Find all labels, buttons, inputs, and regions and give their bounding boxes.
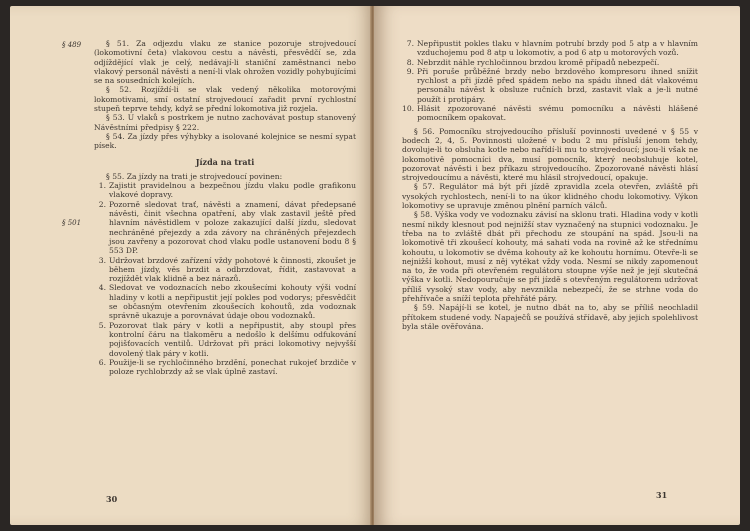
list-item — [94, 256, 356, 284]
paragraph-59: § 59. Napájí-li se kotel, je nutno dbát na to, aby se příliš neochladil přítokem studené vody. Napaječů se používá střídavě, aby jejich spolehlivost byla stále ověřována. — [402, 303, 698, 331]
paragraph-53: § 53. U vlaků s postrkem je nutno zachovávat postup stanovený Návěstními předpisy § 222. — [94, 113, 356, 132]
right-text-column — [402, 39, 698, 331]
right-page — [374, 6, 740, 525]
item-number: 6. — [98, 357, 106, 367]
item-text: Při poruše průběžné brzdy nebo brzdového kompresoru ihned snížit rychlost a při jízdě před spádem nebo na spádu ihned dát vlakovému personálu návěst k obsluze ručních brzd, zastavit vlak a je-li nutné použít i protipáry. — [417, 66, 698, 104]
section-heading: Jízda na trati — [195, 156, 255, 167]
item-text: Udržovat brzdové zařízení vždy pohotové k činnosti, zkoušet je během jízdy, věs brzdit a odbrzdovat, řídit, zastavovat a rozjíždět vlak klidně a bez nárazů. — [109, 255, 356, 284]
left-page — [10, 6, 372, 525]
list-item — [94, 181, 356, 200]
margin-note-501: § 501 — [62, 219, 82, 227]
paragraph-56: § 56. Pomocníku strojvedoucího přísluší povinnosti uvedené v § 55 v bodech 2, 4, 5. Povinnosti uložené v bodu 2 mu přísluší jenom tehdy, dovoluje-li to obsluha kotle nebo nařídí-li mu to strojvedoucí; jsou-li však ne lokomotivě pomocníci dva, musí pomocník, který neobsluhuje kotel, pozorovat návěsti i bez příkazu strojvedoucího. Zpozorované návěsti hlásí strojvedoucímu a návěsti, které mu hlásil strojvedoucí, opakuje. — [402, 126, 698, 183]
list-item — [402, 67, 698, 104]
item-text: Nebrzdit náhle rychločinnou brzdou kromě případů nebezpečí. — [417, 57, 660, 67]
book-spread — [4, 6, 746, 525]
item-number: 1. — [98, 181, 106, 191]
list-item — [402, 104, 698, 123]
item-number: 8. — [406, 57, 414, 67]
paragraph-54: § 54. Za jízdy přes výhybky a isolované kolejnice se nesmí sypat písek. — [94, 131, 356, 151]
list-item — [402, 39, 698, 58]
paragraph-51: § 51. Za odjezdu vlaku ze stanice pozoruje strojvedoucí (lokomotivní četa) vlakovou cestu a návěsti, přesvědčí se, zda odjíždějící vlak je celý, nedávají-li staniční zaměstnanci nebo vlakový personál návěsti a není-li vlak ohrožen vozidly pohybujícími se na sousedních kolejích. — [94, 39, 356, 86]
list-item — [94, 200, 356, 256]
paragraph-52: § 52. Rozjíždí-li se vlak vedený několika motorovými lokomotivami, smí ostatní strojvedoucí zařadit první rychlostní stupeň teprve tehdy, když se přední lokomotiva již rozjela. — [94, 85, 356, 114]
list-item — [94, 358, 356, 377]
item-text: Pozorně sledovat trať, návěsti a znamení, dávat předepsané návěsti, činit všechna opatření, aby vlak zastavil ještě před hlavním návěstidlem v poloze zakazující další jízdu, sledovat nechráněné přejezdy a zda závory na chráněných přejezdech jsou zavřeny a pozorovat chod vlaku podle ustanovení bodu 8 § 553 DP. — [109, 199, 356, 256]
item-text: Nepřipustit pokles tlaku v hlavním potrubí brzdy pod 5 atp a v hlavním vzduchojemu pod 8 atp u lokomotiv, a pod 6 atp u motorových vozů. — [417, 39, 698, 58]
left-text-column — [94, 39, 356, 376]
duty-list-continued — [402, 39, 698, 123]
item-number: 7. — [406, 39, 414, 48]
item-number: 3. — [98, 255, 106, 265]
item-number: 5. — [98, 320, 106, 330]
item-text: Použije-li se rychločinného brzdění, ponechat rukojeť brzdiče v poloze rychlobrzdy až se vlak úplně zastaví. — [109, 357, 356, 377]
item-number: 2. — [98, 199, 106, 209]
item-number: 10. — [402, 104, 415, 114]
list-item — [402, 58, 698, 67]
paragraph-58: § 58. Výška vody ve vodoznaku závisí na sklonu trati. Hladina vody v kotli nesmí nikdy klesnout pod nejnižší stav vyznačený na stupnici vodoznaku. Je třeba na to zvláště dbát při přechodu ze stoupání na spád. Jsou-li na lokomotivě tři zkoušecí kohouty, má sahati voda na rovině až ke střednímu kohoutu, u lokomotiv se dvěma kohouty až ke kohoutu hornímu. Otevře-li se nejnižší kohout, musí z něj vytékat vždy voda. Nesmí se nikdy zapomenout na to, že voda při otevřeném regulátoru stoupne výše než je její skutečná výška v kotli. Nedopouručuje se při jízdě s otevřeným regulátorem udržovat příliš vysoký stav vody, aby nevznikla nebezpečí, že se strhne voda do přehřívače a sníží teplota přehřáté páry. — [402, 210, 698, 304]
page-number-right: 31 — [656, 490, 668, 500]
list-item — [94, 283, 356, 320]
paragraph-57: § 57. Regulátor má být při jízdě zpravidla zcela otevřen, zvláště při vysokých rychlostech, není-li to na úkor klidného chodu lokomotivy. Výkon lokomotivy se upravuje změnou plnění parních válců. — [402, 182, 698, 211]
item-text: Zajistit pravidelnou a bezpečnou jízdu vlaku podle grafikonu vlakové dopravy. — [109, 181, 356, 200]
item-number: 9. — [406, 66, 414, 76]
item-number: 4. — [98, 283, 106, 293]
item-text: Sledovat ve vodoznacích nebo zkoušecími kohouty výši vodní hladiny v kotli a nepřipustit její pokles pod vodorys; přesvědčit se občasným otevřením zkoušecích kohoutů, zda vodoznak správně ukazuje a porovnávat údaje obou vodoznaků. — [109, 283, 356, 321]
duty-list — [94, 181, 356, 376]
margin-note-489: § 489 — [62, 41, 82, 49]
paragraph-55: § 55. Za jízdy na trati je strojvedoucí povinen: — [106, 171, 283, 181]
page-number-left: 30 — [106, 494, 118, 504]
list-item — [94, 321, 356, 358]
item-text: Hlásit zpozorované návěsti svému pomocníku a návěsti hlášené pomocníkem opakovat. — [417, 104, 698, 123]
item-text: Pozorovat tlak páry v kotli a nepřipustit, aby stoupl přes kontrolní čáru na tlakoměru a nedošlo k delšímu odfukování pojišťovacích ventilů. Udržovat při práci lokomotivy nejvyšší dovolený tlak páry v kotli. — [109, 320, 356, 358]
